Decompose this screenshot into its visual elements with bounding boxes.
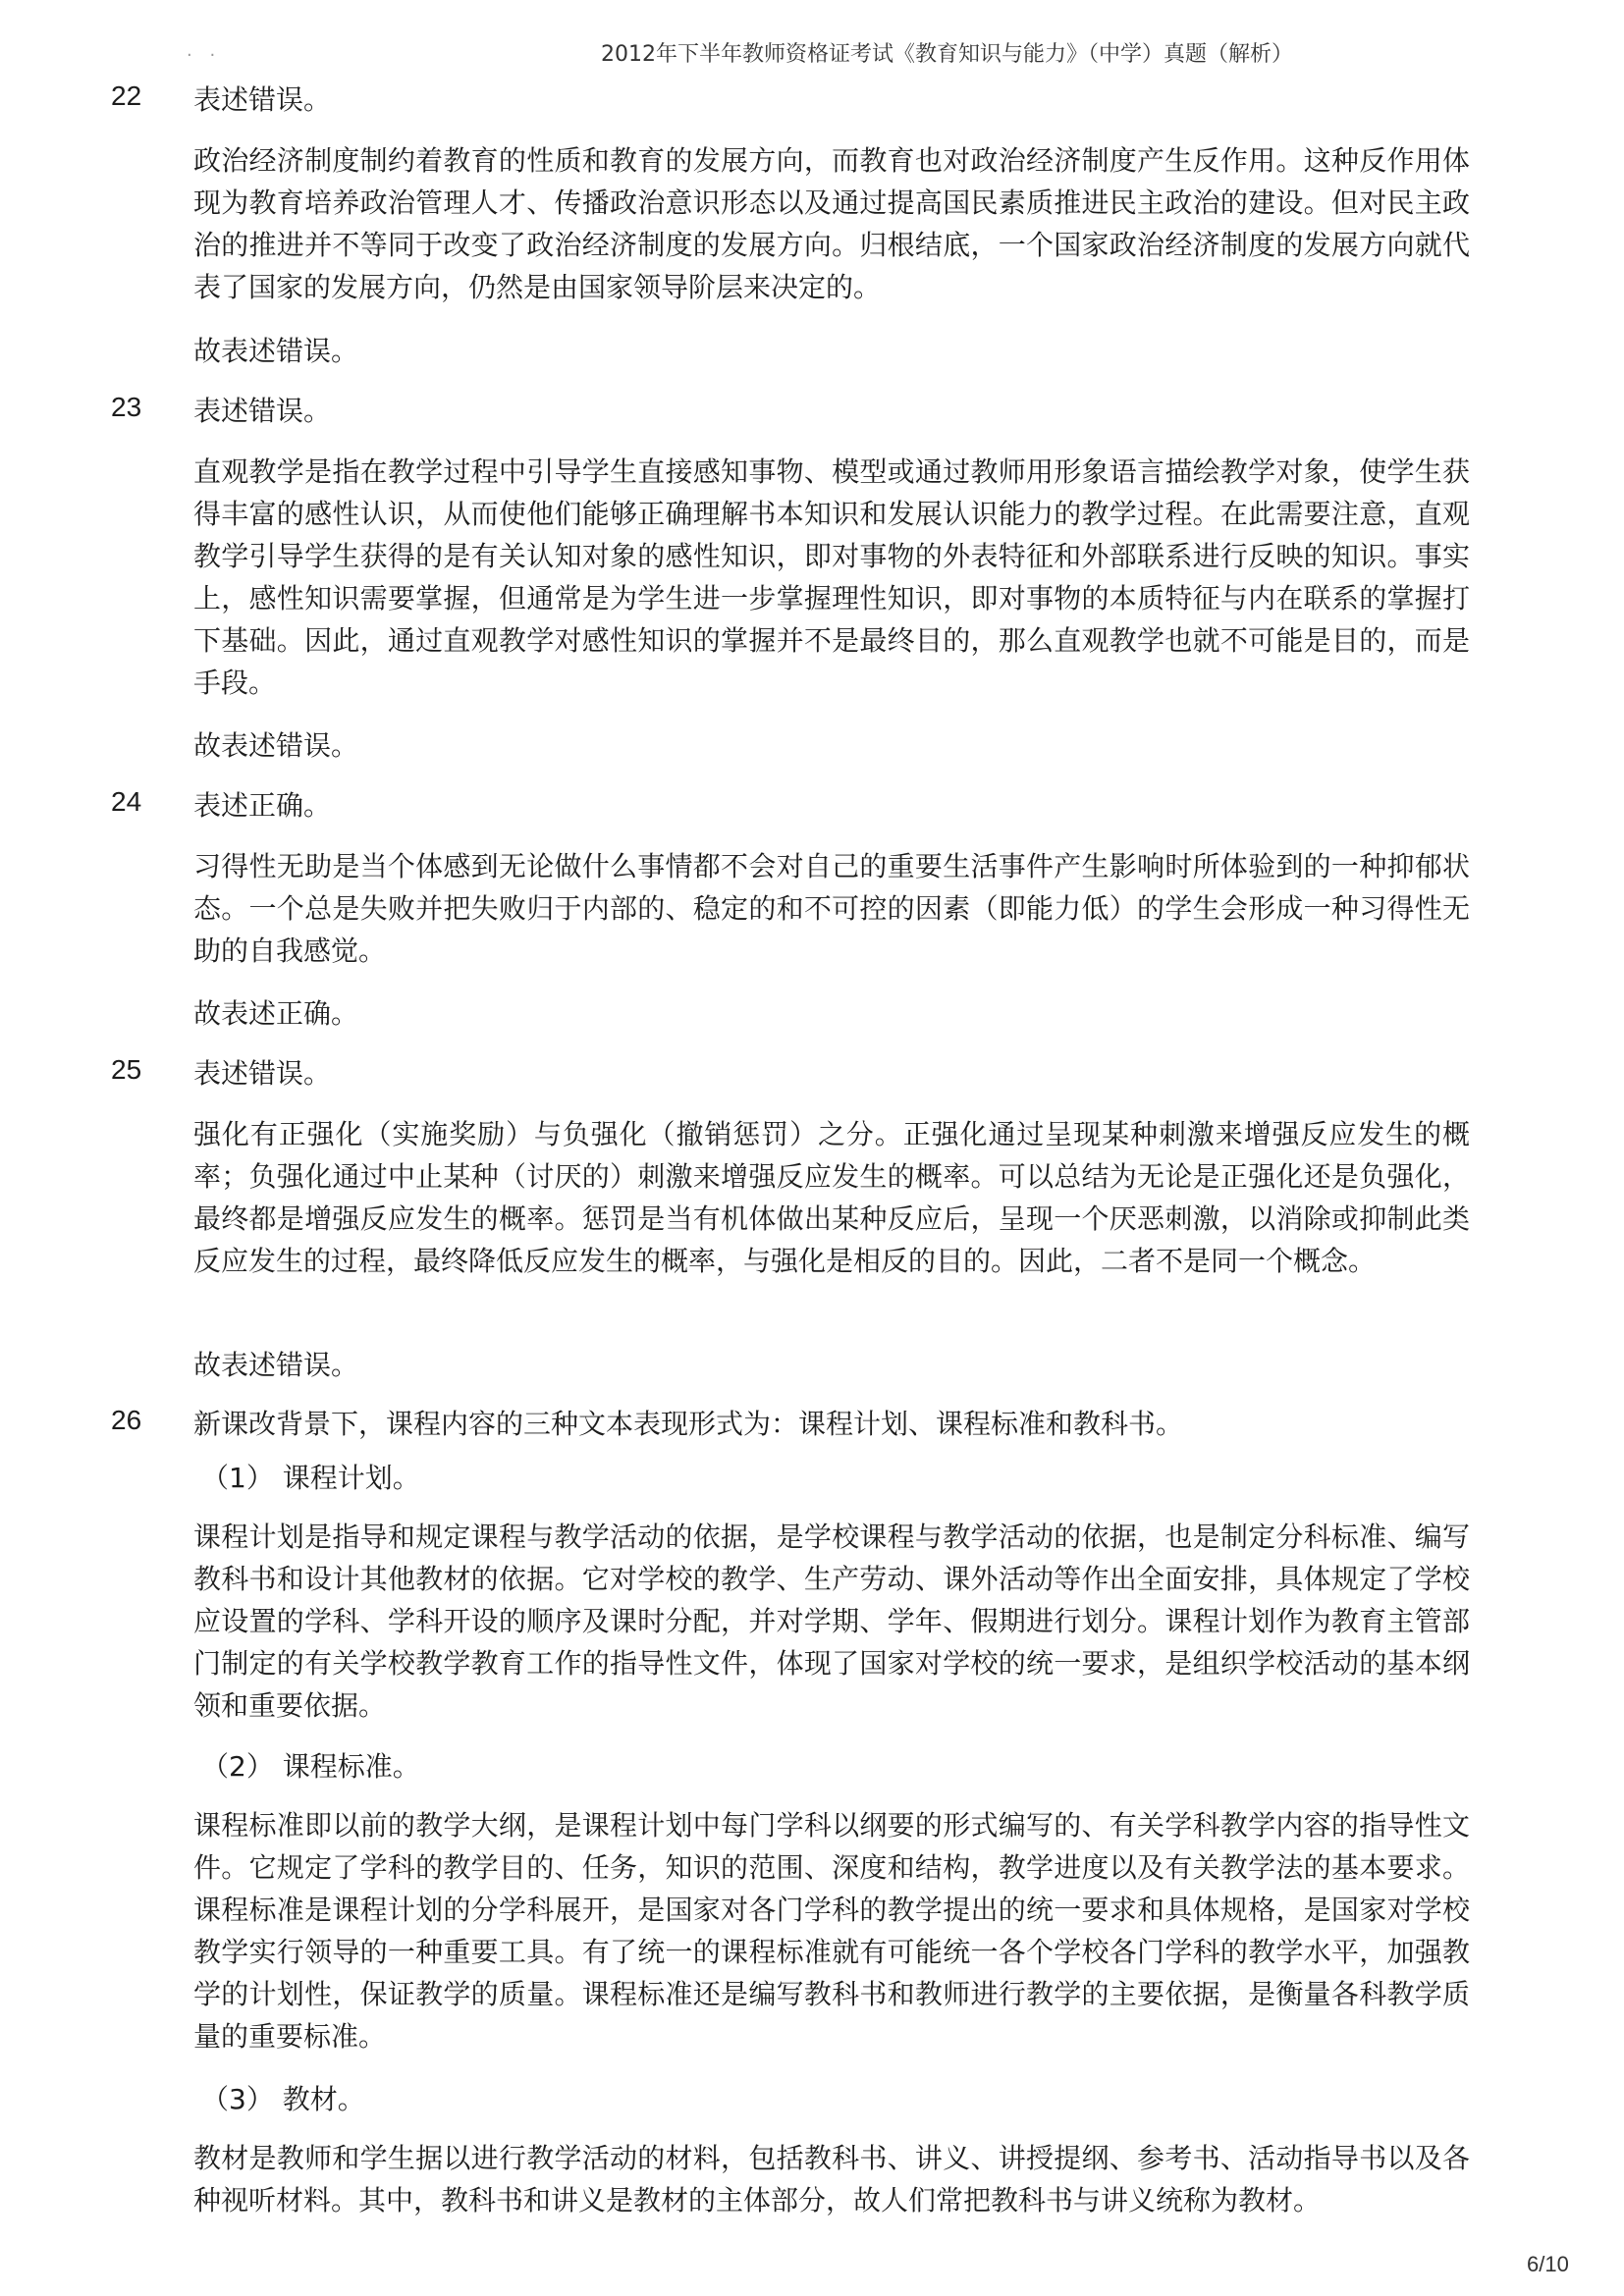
subsection-text: 课程标准即以前的教学大纲，是课程计划中每门学科以纲要的形式编写的、有关学科教学内容的指导性文件。它规定了学科的教学目的、任务，知识的范围、深度和结构，教学进度以及有关教学法的基本要求。课程标准是课程计划的分学科展开，是国家对各门学科的教学提出的统一要求和具体规格，是国家对学校教学实行领导的一种重要工具。有了统一的课程标准就有可能统一各个学校各门学科的教学水平，加强教学的计划性，保证教学的质量。课程标准还是编写教科书和教师进行教学的主要依据，是衡量各科教学质量的重要标准。	[193, 1809, 1470, 2053]
subsection-text: 课程计划是指导和规定课程与教学活动的依据，是学校课程与教学活动的依据，也是制定分科标准、编写教科书和设计其他教材的依据。它对学校的教学、生产劳动、课外活动等作出全面安排，具体规定了学校应设置的学科、学科开设的顺序及课时分配，并对学期、学年、假期进行划分。课程计划作为教育主管部门制定的有关学校教学教育工作的指导性文件，体现了国家对学校的统一要求，是组织学校活动的基本纲领和重要依据。	[193, 1521, 1470, 1722]
question-conclusion: 故表述错误。	[193, 729, 359, 762]
question-verdict: 表述正确。	[193, 789, 332, 822]
question-verdict: 表述错误。	[193, 395, 332, 427]
question-conclusion: 故表述错误。	[193, 335, 359, 367]
page-header: 2012年下半年教师资格证考试《教育知识与能力》（中学）真题（解析）	[601, 42, 1293, 67]
question-explanation: 政治经济制度制约着教育的性质和教育的发展方向，而教育也对政治经济制度产生反作用。这种反作用体现为教育培养政治管理人才、传播政治意识形态以及通过提高国民素质推进民主政治的建设。但对民主政治的推进并不等同于改变了政治经济制度的发展方向。归根结底，一个国家政治经济制度的发展方向就代表了国家的发展方向，仍然是由国家领导阶层来决定的。	[193, 144, 1470, 303]
question-number: 22	[111, 80, 142, 111]
question-verdict: 表述错误。	[193, 83, 332, 116]
question-explanation: 直观教学是指在教学过程中引导学生直接感知事物、模型或通过教师用形象语言描绘教学对象，使学生获得丰富的感性认识，从而使他们能够正确理解书本知识和发展认识能力的教学过程。在此需要注意，直观教学引导学生获得的是有关认知对象的感性知识，即对事物的外表特征和外部联系进行反映的知识。事实上，感性知识需要掌握，但通常是为学生进一步掌握理性知识，即对事物的本质特征与内在联系的掌握打下基础。因此，通过直观教学对感性知识的掌握并不是最终目的，那么直观教学也就不可能是目的，而是手段。	[193, 455, 1470, 699]
question-verdict: 表述错误。	[193, 1057, 332, 1090]
subsection-text: 教材是教师和学生据以进行教学活动的材料，包括教科书、讲义、讲授提纲、参考书、活动指导书以及各种视听材料。其中，教科书和讲义是教材的主体部分，故人们常把教科书与讲义统称为教材。	[193, 2142, 1470, 2216]
question-number: 23	[111, 392, 142, 422]
subsection-title: （3） 教材。	[201, 2083, 365, 2115]
page-number: 6/10	[1527, 2252, 1569, 2276]
scan-marks: · ·	[187, 45, 222, 66]
question-conclusion: 故表述错误。	[193, 1349, 359, 1381]
question-number: 26	[111, 1405, 142, 1435]
question-explanation: 强化有正强化（实施奖励）与负强化（撤销惩罚）之分。正强化通过呈现某种刺激来增强反应发生的概率；负强化通过中止某种（讨厌的）刺激来增强反应发生的概率。可以总结为无论是正强化还是负强化，最终都是增强反应发生的概率。惩罚是当有机体做出某种反应后，呈现一个厌恶刺激，以消除或抑制此类反应发生的过程，最终降低反应发生的概率，与强化是相反的目的。因此，二者不是同一个概念。	[193, 1118, 1470, 1277]
question-explanation: 习得性无助是当个体感到无论做什么事情都不会对自己的重要生活事件产生影响时所体验到的一种抑郁状态。一个总是失败并把失败归于内部的、稳定的和不可控的因素（即能力低）的学生会形成一种习得性无助的自我感觉。	[193, 850, 1470, 967]
question-number: 24	[111, 786, 142, 817]
question-number: 25	[111, 1054, 142, 1085]
subsection-title: （2） 课程标准。	[201, 1750, 420, 1783]
subsection-title: （1） 课程计划。	[201, 1462, 420, 1494]
question-intro: 新课改背景下，课程内容的三种文本表现形式为：课程计划、课程标准和教科书。	[193, 1408, 1184, 1440]
question-conclusion: 故表述正确。	[193, 997, 359, 1030]
